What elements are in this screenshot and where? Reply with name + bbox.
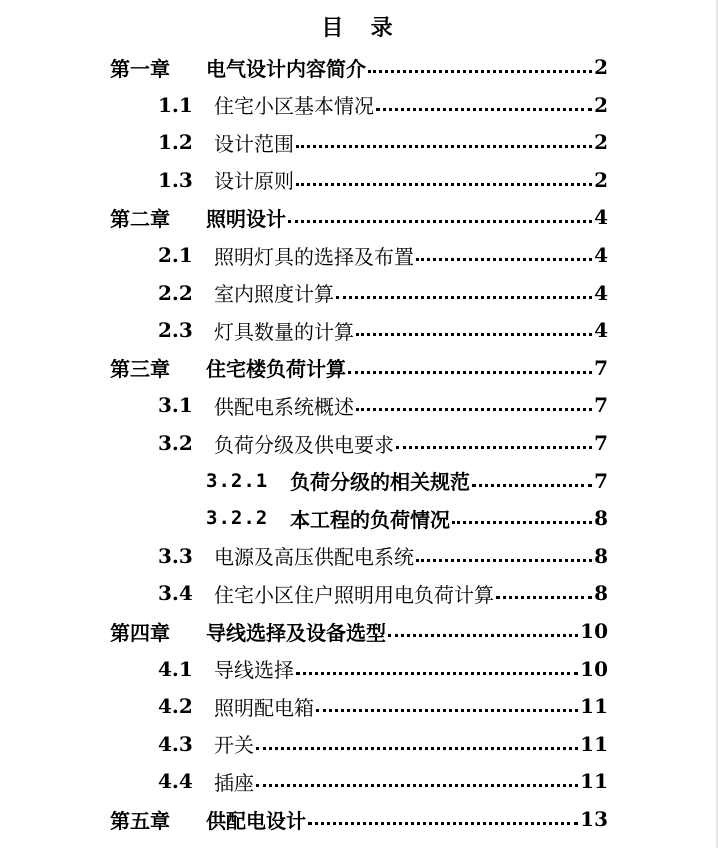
toc-entry-title: 住宅楼负荷计算 xyxy=(206,357,346,382)
dot-leader xyxy=(368,70,592,73)
toc-subsection-entry[interactable] xyxy=(206,501,608,535)
dot-leader xyxy=(416,559,592,562)
toc-entry-title: 导线选择 xyxy=(214,658,294,683)
toc-entry-title: 电源及高压供配电系统 xyxy=(214,545,414,570)
toc-entry-title: 供配电系统概述 xyxy=(214,394,354,419)
toc-section-entry[interactable] xyxy=(158,388,608,422)
toc-entry-page-number: 4 xyxy=(594,280,608,305)
toc-section-entry[interactable] xyxy=(158,88,608,122)
toc-subsection-entry[interactable] xyxy=(206,464,608,498)
toc-entry-title: 设计范围 xyxy=(214,131,294,156)
toc-entry-number: 2.1 xyxy=(158,243,193,267)
dot-leader xyxy=(256,747,578,750)
toc-entry-title: 照明配电箱 xyxy=(214,695,314,720)
toc-entry-page-number: 2 xyxy=(594,92,608,117)
toc-entry-title: 负荷分级的相关规范 xyxy=(290,470,470,495)
toc-entry-title: 住宅小区住户照明用电负荷计算 xyxy=(214,582,494,607)
dot-leader xyxy=(472,484,592,487)
toc-section-entry[interactable] xyxy=(158,727,608,761)
toc-entry-page-number: 4 xyxy=(594,243,608,267)
toc-entry-title: 照明灯具的选择及布置 xyxy=(214,244,414,269)
dot-leader xyxy=(356,333,592,336)
toc-entry-page-number: 7 xyxy=(594,468,608,493)
toc-entry-number: 3.1 xyxy=(158,393,193,418)
toc-entry-title: 室内照度计算 xyxy=(214,282,334,307)
toc-entry-page-number: 10 xyxy=(580,619,608,643)
toc-section-entry[interactable] xyxy=(158,276,608,310)
toc-entry-title: 导线选择及设备选型 xyxy=(206,620,386,645)
toc-section-entry[interactable] xyxy=(158,163,608,197)
dot-leader xyxy=(336,296,592,299)
toc-section-entry[interactable] xyxy=(158,426,608,460)
toc-entry-number: 2.3 xyxy=(158,318,193,343)
toc-entry-number: 3.4 xyxy=(158,581,193,606)
toc-entry-title: 住宅小区基本情况 xyxy=(214,94,374,119)
dot-leader xyxy=(256,784,578,787)
toc-entry-page-number: 11 xyxy=(580,731,608,756)
toc-entry-title: 照明设计 xyxy=(206,206,286,231)
toc-entry-page-number: 7 xyxy=(594,431,608,455)
toc-entry-number: 4.2 xyxy=(158,694,193,719)
toc-entry-title: 本工程的负荷情况 xyxy=(290,507,450,532)
dot-leader xyxy=(452,521,592,524)
toc-chapter-entry[interactable] xyxy=(110,802,608,836)
toc-entry-title: 电气设计内容简介 xyxy=(206,56,366,81)
toc-entry-number: 3.2.1 xyxy=(206,469,269,492)
toc-entry-page-number: 7 xyxy=(594,355,608,380)
toc-entry-number: 1.2 xyxy=(158,130,193,155)
toc-entry-title: 设计原则 xyxy=(214,169,294,194)
toc-entry-number: 第四章 xyxy=(110,620,170,645)
toc-entry-number: 2.2 xyxy=(158,280,193,305)
dot-leader xyxy=(316,709,578,712)
dot-leader xyxy=(348,371,592,374)
toc-entry-page-number: 13 xyxy=(580,807,608,831)
toc-entry-number: 4.1 xyxy=(158,656,193,681)
toc-entry-number: 第一章 xyxy=(110,56,170,81)
dot-leader xyxy=(496,596,592,599)
toc-section-entry[interactable] xyxy=(158,125,608,159)
toc-entry-page-number: 8 xyxy=(594,543,608,568)
toc-entry-number: 第二章 xyxy=(110,206,170,231)
dot-leader xyxy=(416,258,592,261)
toc-entry-page-number: 8 xyxy=(594,506,608,531)
dot-leader xyxy=(296,145,592,148)
toc-entry-number: 第五章 xyxy=(110,808,170,833)
dot-leader xyxy=(288,220,592,223)
dot-leader xyxy=(396,446,592,449)
toc-entry-page-number: 4 xyxy=(594,205,608,230)
toc-section-entry[interactable] xyxy=(158,764,608,798)
toc-entry-page-number: 7 xyxy=(594,393,608,418)
toc-entry-number: 1.1 xyxy=(158,92,193,117)
toc-section-entry[interactable] xyxy=(158,652,608,686)
toc-entry-title: 插座 xyxy=(214,770,254,795)
toc-entry-number: 3.2.2 xyxy=(206,507,269,530)
toc-chapter-entry[interactable] xyxy=(110,200,608,234)
toc-entry-number: 3.3 xyxy=(158,543,193,568)
toc-section-entry[interactable] xyxy=(158,238,608,272)
toc-entry-page-number: 10 xyxy=(580,656,608,681)
toc-section-entry[interactable] xyxy=(158,576,608,610)
dot-leader xyxy=(296,183,592,186)
toc-entry-page-number: 2 xyxy=(594,130,608,155)
dot-leader xyxy=(388,634,578,637)
dot-leader xyxy=(356,408,592,411)
toc-entry-page-number: 2 xyxy=(594,167,608,192)
toc-section-entry[interactable] xyxy=(158,539,608,573)
toc-entry-page-number: 2 xyxy=(594,55,608,79)
toc-chapter-entry[interactable] xyxy=(110,50,608,84)
toc-title: 目 录 xyxy=(321,15,397,41)
toc-entry-number: 4.3 xyxy=(158,731,193,756)
toc-entry-page-number: 11 xyxy=(580,694,608,719)
toc-section-entry[interactable] xyxy=(158,689,608,723)
toc-entry-title: 供配电设计 xyxy=(206,808,306,833)
toc-entry-number: 4.4 xyxy=(158,769,193,794)
dot-leader xyxy=(296,672,578,675)
toc-entry-title: 开关 xyxy=(214,733,254,758)
toc-entry-page-number: 8 xyxy=(594,581,608,606)
toc-entry-number: 第三章 xyxy=(110,357,170,382)
toc-chapter-entry[interactable] xyxy=(110,614,608,648)
toc-entry-number: 3.2 xyxy=(158,431,193,455)
toc-chapter-entry[interactable] xyxy=(110,351,608,385)
toc-section-entry[interactable] xyxy=(158,313,608,347)
toc-entry-number: 1.3 xyxy=(158,167,193,192)
toc-entry-page-number: 4 xyxy=(594,318,608,343)
toc-entry-page-number: 11 xyxy=(580,769,608,794)
dot-leader xyxy=(308,822,578,825)
dot-leader xyxy=(376,108,592,111)
toc-entry-title: 灯具数量的计算 xyxy=(214,319,354,344)
toc-entry-title: 负荷分级及供电要求 xyxy=(214,432,394,457)
